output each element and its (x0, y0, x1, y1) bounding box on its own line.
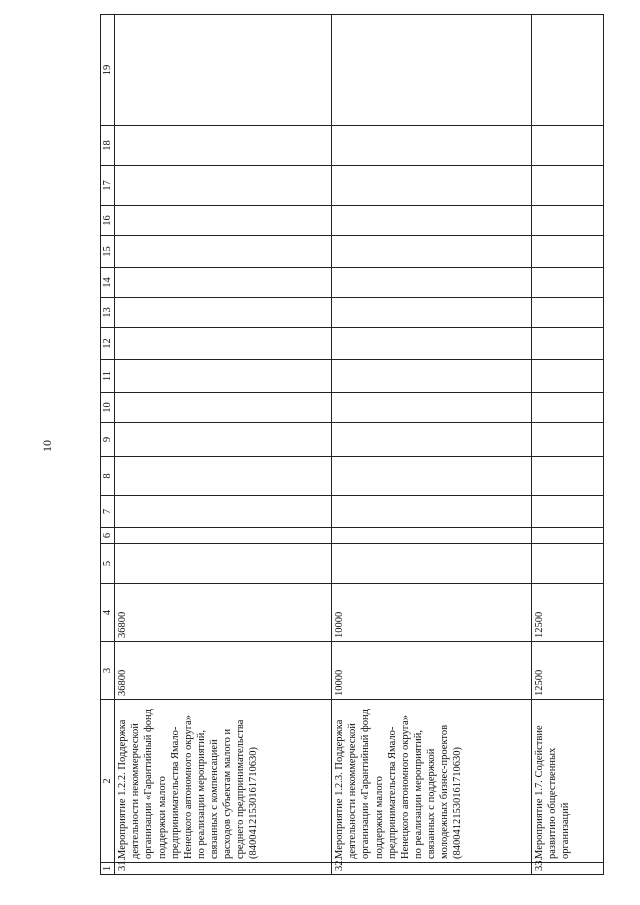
col-header: 5 (101, 544, 115, 584)
col-header: 11 (101, 360, 115, 393)
col-header: 10 (101, 393, 115, 423)
cell-col-4: 12500 (532, 584, 604, 642)
table-row (532, 15, 604, 875)
row-number: 33. (532, 863, 604, 875)
row-description: Мероприятие 1.2.2. Поддержка деятельности некоммерческой организации «Гарантийный фонд поддержки малого предпринимательства Ямало-Ненецкого автономного округа» по реализации мероприятий, связанных с компенсацией расходов субъектам малого и среднего предпринимательства (84004121530161710630) (115, 700, 332, 863)
col-header: 17 (101, 166, 115, 206)
col-header: 13 (101, 298, 115, 328)
header-row (101, 15, 115, 875)
row-description: Мероприятие 1.2.3. Поддержка деятельности некоммерческой организации «Гарантийный фонд поддержки малого предпринимательства Ямало-Ненецкого автономного округа» по реализации мероприятий, связанных с поддержкой молодежных бизнес-проектов (84004121530161710630) (332, 700, 532, 863)
page-number: 10 (40, 440, 54, 452)
table-row (115, 15, 332, 875)
row-number: 31. (115, 863, 332, 875)
cell-col-3: 10000 (332, 642, 532, 700)
col-header: 8 (101, 457, 115, 496)
rotated-table-container (100, 15, 615, 875)
col-header: 12 (101, 328, 115, 360)
col-header: 18 (101, 126, 115, 166)
table-row (332, 15, 532, 875)
budget-table (100, 14, 604, 875)
col-header: 1 (101, 863, 115, 875)
col-header: 6 (101, 528, 115, 544)
cell-col-3: 12500 (532, 642, 604, 700)
col-header: 9 (101, 423, 115, 457)
col-header: 2 (101, 700, 115, 863)
col-header: 16 (101, 206, 115, 236)
col-header: 15 (101, 236, 115, 268)
col-header: 19 (101, 15, 115, 126)
row-number: 32. (332, 863, 532, 875)
cell-col-4: 36800 (115, 584, 332, 642)
cell-col-4: 10000 (332, 584, 532, 642)
row-description: Мероприятие 1.7. Содействие развитию общественных организаций (532, 700, 604, 863)
col-header: 14 (101, 268, 115, 298)
col-header: 4 (101, 584, 115, 642)
col-header: 7 (101, 496, 115, 528)
cell-col-3: 36800 (115, 642, 332, 700)
col-header: 3 (101, 642, 115, 700)
